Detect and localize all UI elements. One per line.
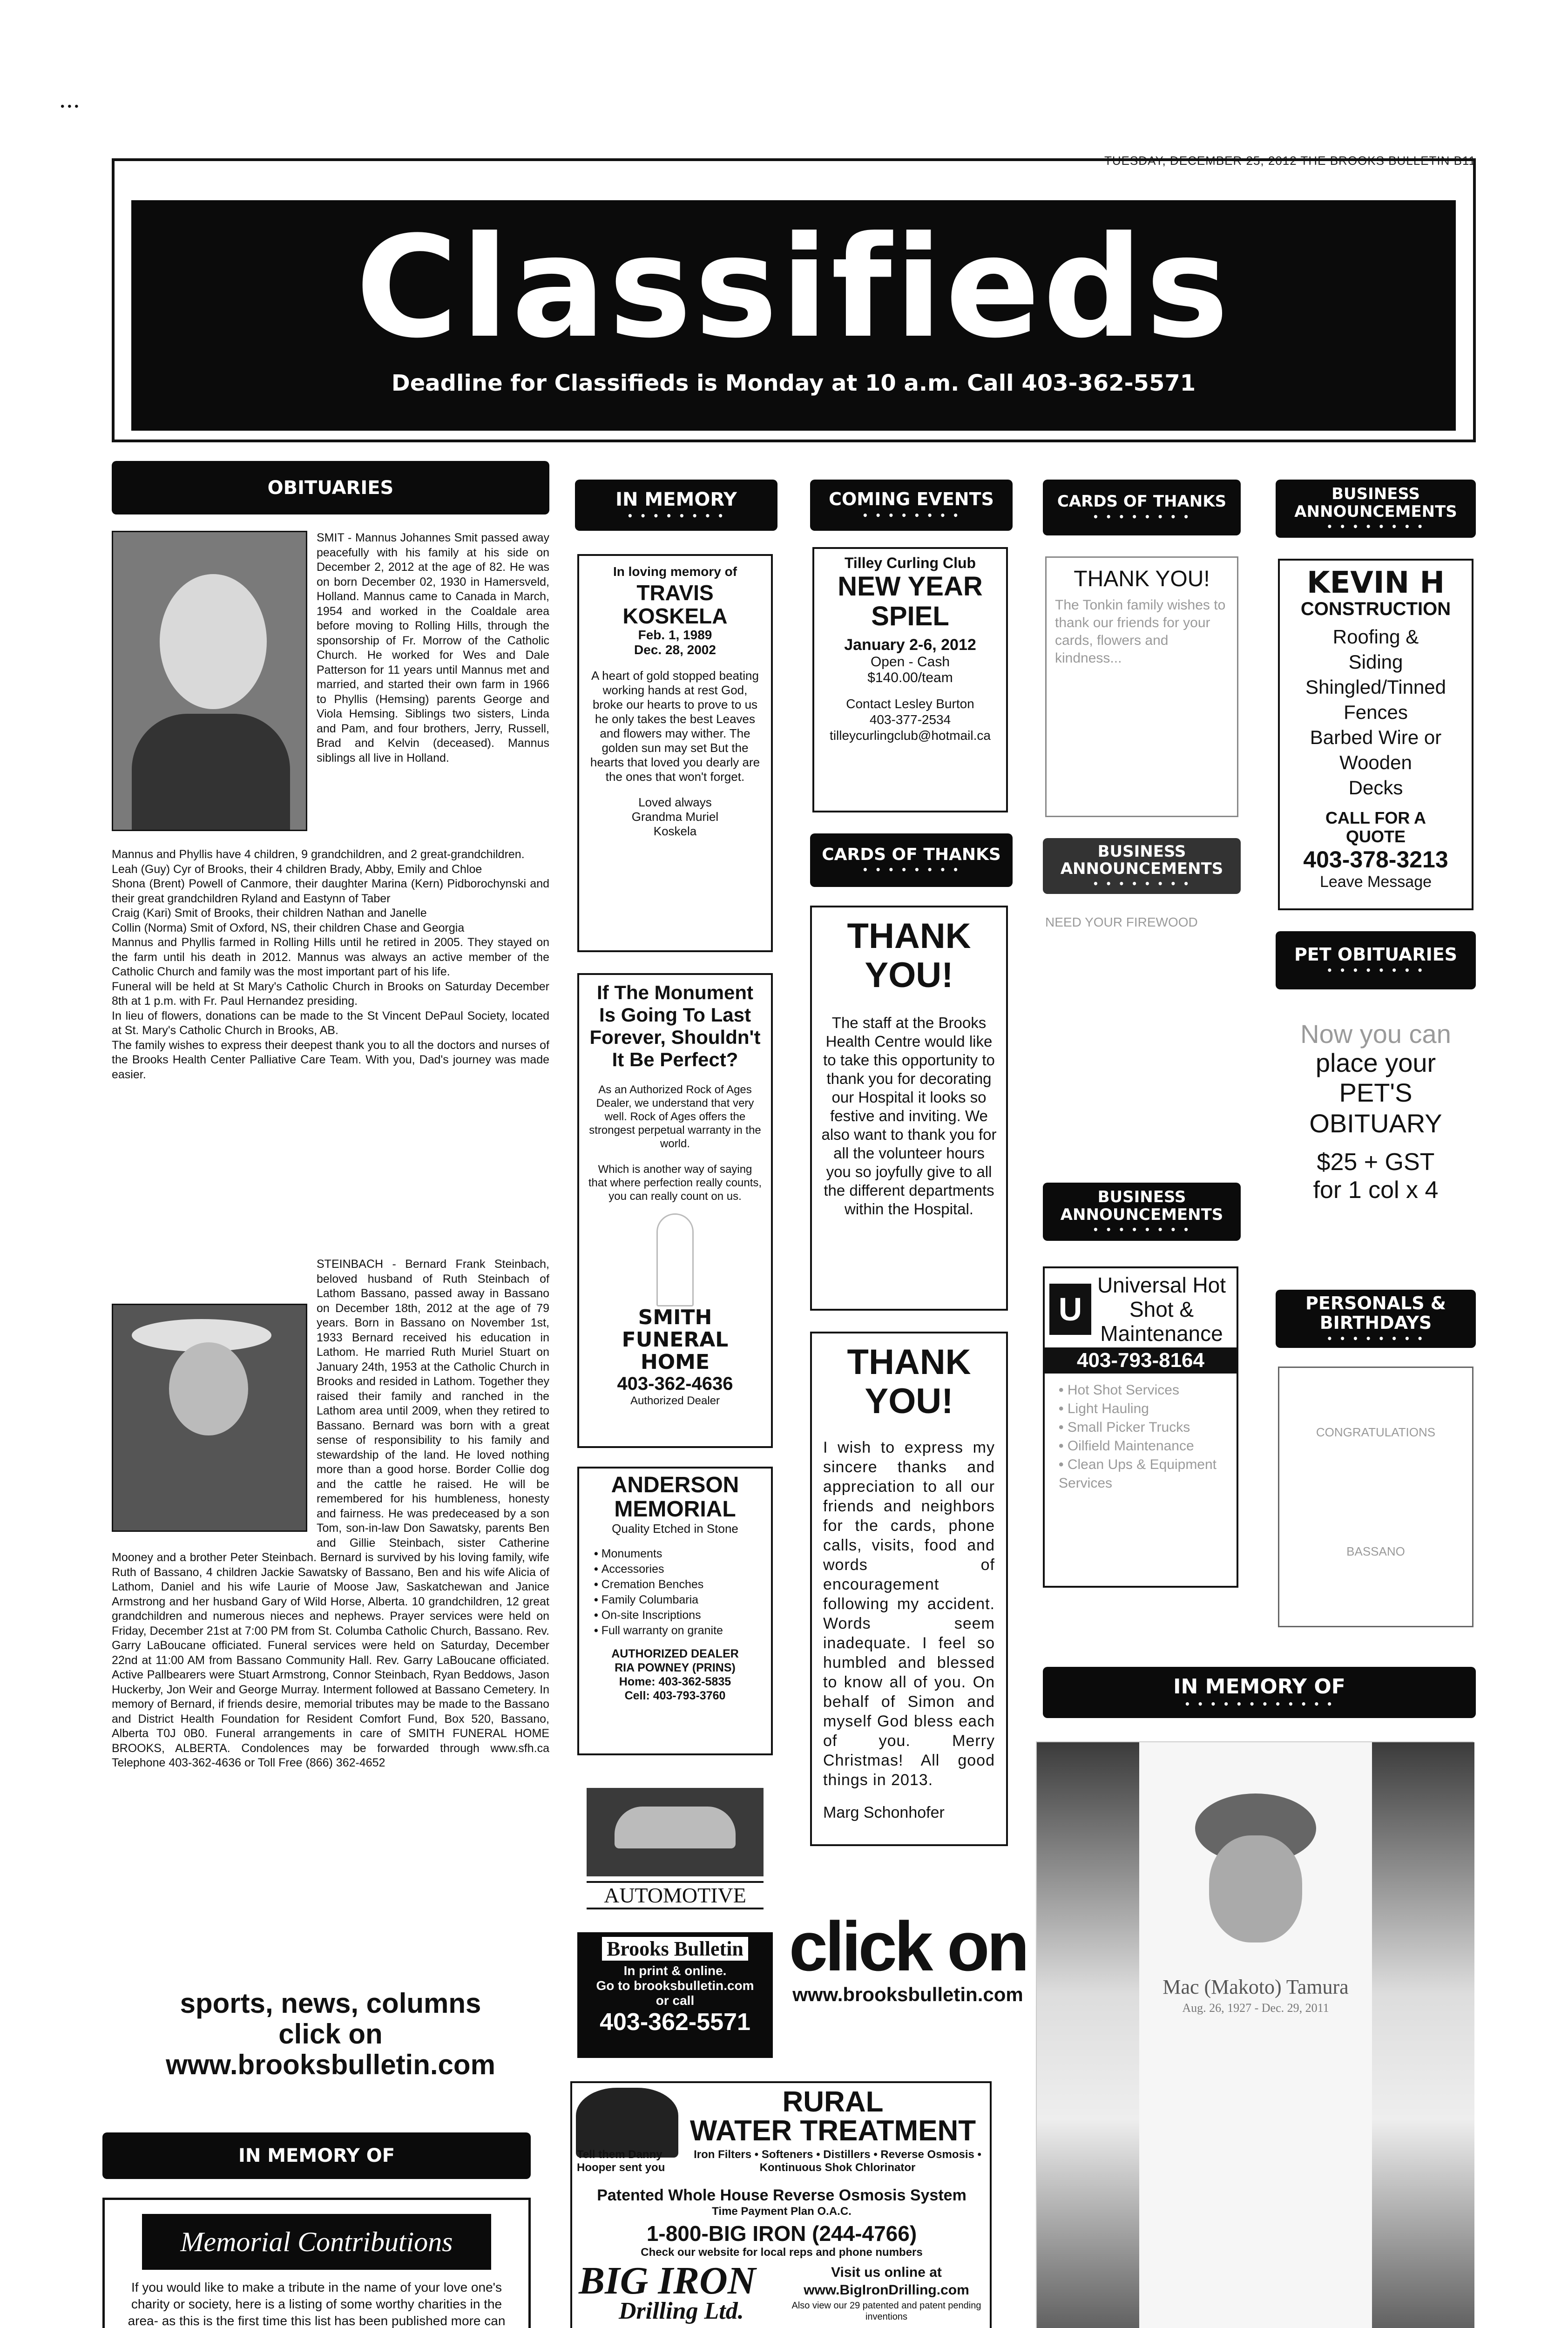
automotive-ad: [577, 1783, 773, 1918]
water-treatment-ad: [570, 2081, 992, 2328]
thanks-title: THANK YOU!: [847, 1342, 971, 1421]
memorial-title: Memorial Contributions: [142, 2214, 491, 2270]
service-item: • Clean Ups & Equipment Services: [1059, 1455, 1232, 1493]
page-header: TUESDAY, DECEMBER 25, 2012 THE BROOKS BULLETIN B11: [1104, 154, 1476, 168]
service-item: • Small Picker Trucks: [1059, 1418, 1232, 1437]
smit-paragraph: Funeral will be held at St Mary's Catholic Church in Brooks on Saturday December 8th at 1 p.m. with Fr. Paul Hernandez presiding.: [112, 980, 549, 1008]
service-item: Shingled/Tinned: [1305, 676, 1446, 698]
bulletin-phone[interactable]: 403-362-5571: [600, 2009, 750, 2036]
click-on-text: click on: [789, 1907, 1027, 1985]
event-club: Tilley Curling Club: [844, 555, 976, 571]
kevin-phone[interactable]: 403-378-3213: [1303, 846, 1448, 873]
automotive-label: AUTOMOTIVE: [587, 1881, 764, 1909]
corner-marks: • • •: [61, 100, 79, 113]
click-on-url[interactable]: www.brooksbulletin.com: [792, 1983, 1023, 2005]
universal-logo-icon: U: [1049, 1284, 1091, 1335]
water-plan: Time Payment Plan O.A.C.: [712, 2205, 852, 2218]
universal-services: [1059, 1381, 1232, 1493]
pet-per: for 1 col x 4: [1313, 1177, 1439, 1204]
bulletin-ad: [577, 1932, 773, 2058]
event-open: Open - Cash: [870, 654, 950, 670]
personals-box: [1278, 1367, 1473, 1627]
anderson-tagline: Quality Etched in Stone: [612, 1522, 738, 1536]
smit-obituary-text: SMIT - Mannus Johannes Smit passed away peacefully with his family at his side on December 2, 2012 at the age of 82. He was on born December 02, 1930 in Hamersveld, Holland. Mannus came to Canada in March, 1954 and worked in the Coaldale area before moving to Rolling Hills, through the sponsorship of Fr. Morrow of the Catholic Church. He worked for Wes and Dale Patterson for 11 years until Mannus met and married, and started their own farm in 1966 to Phyllis (Hemsing) parents George and Viola Hemsing. Siblings two sisters, Linda and Pam, and four brothers, Jerry, Russell, Brad and Kelvin (deceased). Mannus siblings all live in Holland.: [317, 531, 549, 765]
thanks-title: THANK YOU!: [847, 916, 971, 995]
service-item: • Light Hauling: [1059, 1400, 1232, 1418]
pet-title: PET'S OBITUARY: [1309, 1078, 1442, 1138]
tamura-memorial: [1036, 1741, 1473, 2328]
bulletin-line: In print & online.: [623, 1963, 727, 1978]
thank-you-faded: [1045, 556, 1238, 817]
tab-business-announcements: BUSINESS ANNOUNCEMENTS • • • • • • • •: [1043, 838, 1241, 894]
service-item: Decks: [1348, 777, 1403, 799]
pet-obituary-ad: [1276, 1020, 1476, 1204]
anderson-dealer: AUTHORIZED DEALER: [611, 1647, 739, 1660]
service-item: Roofing &: [1332, 626, 1419, 648]
tab-cards-of-thanks: CARDS OF THANKS • • • • • • • •: [810, 833, 1013, 887]
monument-title: If The Monument Is Going To Last Forever, Shouldn't It Be Perfect?: [589, 981, 761, 1070]
personals-line: CONGRATULATIONS: [1316, 1425, 1436, 1439]
smit-paragraph: In lieu of flowers, donations can be made to the St Vincent DePaul Society, located at St. Mary's Catholic Church in Brooks, AB.: [112, 1009, 549, 1037]
travis-memorial-box: [577, 554, 773, 952]
event-dates: January 2-6, 2012: [844, 636, 976, 654]
click-on-ad: [787, 1909, 1029, 2006]
kevin-services: [1286, 624, 1465, 800]
anderson-home: Home: 403-362-5835: [619, 1675, 731, 1688]
steinbach-photo-spacer: [112, 1257, 317, 1536]
pet-line: Now you can: [1300, 1019, 1451, 1049]
kevin-sub: CONSTRUCTION: [1300, 599, 1451, 619]
monument-ad: [577, 973, 773, 1448]
service-item: • Accessories: [594, 1562, 761, 1577]
anderson-cell: Cell: 403-793-3760: [624, 1689, 726, 1702]
thanks-body: I wish to express my sincere thanks and appreciation to all our friends and neighbors for the cards, phone calls, visits, food and words of encouragement following my accident. Words seem inadequate. I feel so humbled and blessed to know all of you. On behalf of Simon and myself God bless each of you. Merry Christmas! All good things in 2013.: [823, 1439, 995, 1789]
service-item: Siding: [1348, 651, 1403, 673]
memorial-name: TRAVIS KOSKELA: [622, 581, 728, 628]
service-item: • Oilfield Maintenance: [1059, 1437, 1232, 1455]
anderson-title: ANDERSON MEMORIAL: [611, 1473, 739, 1522]
portrait-image: [1209, 1835, 1302, 1942]
service-item: • Full warranty on granite: [594, 1623, 761, 1638]
service-item: Wooden: [1339, 751, 1412, 773]
pet-line: place your: [1315, 1048, 1436, 1077]
smit-paragraph: Leah (Guy) Cyr of Brooks, their 4 children Brady, Abby, Emily and Chloe: [112, 862, 482, 876]
tab-obituaries: OBITUARIES: [112, 461, 549, 514]
banner-deadline: Deadline for Classifieds is Monday at 10 a.m. Call 403-362-5571: [391, 370, 1196, 396]
sports-ad: [112, 1988, 549, 2080]
anderson-rep: RIA POWNEY (PRINS): [615, 1661, 736, 1674]
classifieds-banner: [131, 200, 1456, 431]
tab-in-memory-of-2: IN MEMORY OF • • • • • • • • • • • •: [1043, 1667, 1476, 1718]
smit-paragraph: Shona (Brent) Powell of Canmore, their daughter Marina (Kern) Pidborochynski and their great grandchildren Ryland and Eastynn of Taber: [112, 877, 549, 905]
water-visit: Visit us online at: [831, 2265, 942, 2280]
service-item: • Family Columbaria: [594, 1592, 761, 1608]
memorial-intro: If you would like to make a tribute in the name of your love one's charity or society, here is a listing of some worthy charities in the area- as this is the first time this list has been published more can: [128, 2280, 506, 2328]
smit-paragraph: Collin (Norma) Smit of Oxford, NS, their children Chase and Georgia: [112, 921, 465, 934]
banner-title: Classifieds: [355, 206, 1232, 369]
service-item: • On-site Inscriptions: [594, 1608, 761, 1623]
memorial-poem: A heart of gold stopped beating working hands at rest God, broke our hearts to prove to us he only takes the best Leaves and flowers may wither. The golden sun may set But the hearts that loved you dearly are the ones that won't forget.: [590, 669, 760, 784]
service-item: • Hot Shot Services: [1059, 1381, 1232, 1400]
memorial-contributions-box: [102, 2198, 531, 2328]
water-url[interactable]: www.BigIronDrilling.com: [804, 2282, 969, 2298]
floral-border-left: [1037, 1742, 1139, 2328]
bulletin-logo: Brooks Bulletin: [602, 1937, 748, 1961]
water-phone[interactable]: 1-800-BIG IRON (244-4766): [646, 2221, 917, 2246]
tamura-dates: Aug. 26, 1927 - Dec. 29, 2011: [1182, 2001, 1329, 2015]
universal-name: Universal Hot Shot & Maintenance: [1097, 1273, 1226, 1346]
monument-p2: Which is another way of saying that where perfection really counts, you can really count on us.: [588, 1163, 762, 1203]
bulletin-line: Go to brooksbulletin.com: [596, 1978, 754, 1993]
water-title-2: WATER TREATMENT: [689, 2115, 976, 2147]
tab-business-announcements-3: BUSINESS ANNOUNCEMENTS • • • • • • • •: [1276, 480, 1476, 538]
coming-event-ad: [812, 547, 1008, 812]
cowboy-image: [576, 2088, 678, 2158]
bigiron-logo-sub: Drilling Ltd.: [619, 2298, 744, 2324]
water-patent: Patented Whole House Reverse Osmosis System: [597, 2186, 966, 2204]
universal-phone[interactable]: 403-793-8164: [1045, 1347, 1237, 1374]
thanks-title: THANK YOU!: [1074, 567, 1210, 591]
memorial-head: In loving memory of: [613, 564, 737, 579]
service-item: • Cremation Benches: [594, 1577, 761, 1592]
tamura-name: Mac (Makoto) Tamura: [1162, 1976, 1349, 1998]
sports-url[interactable]: www.brooksbulletin.com: [166, 2049, 495, 2080]
thank-you-schonhofer: [810, 1332, 1008, 1846]
memorial-signature: Loved always Grandma Muriel Koskela: [631, 795, 719, 838]
tab-coming-events: COMING EVENTS • • • • • • • •: [810, 480, 1013, 531]
anderson-memorial-ad: [577, 1467, 773, 1755]
monument-firm: SMITH FUNERAL HOME: [622, 1306, 729, 1374]
bigiron-logo: BIG IRON: [579, 2259, 756, 2302]
water-features: Iron Filters • Softeners • Distillers • Reverse Osmosis • Kontinuous Shok Chlorinator: [694, 2148, 981, 2174]
personals-line: BASSANO: [1346, 1544, 1405, 1558]
service-item: Barbed Wire or: [1310, 726, 1442, 748]
tab-in-memory: IN MEMORY • • • • • • • •: [575, 480, 777, 531]
sports-line: sports, news, columns: [180, 1988, 481, 2019]
tab-business-announcements-2: BUSINESS ANNOUNCEMENTS • • • • • • • •: [1043, 1183, 1241, 1241]
event-fee: $140.00/team: [867, 670, 953, 685]
kevin-leave: Leave Message: [1319, 873, 1432, 891]
kevin-name: KEVIN H: [1306, 566, 1445, 600]
water-also: Also view our 29 patented and patent pending inventions: [791, 2301, 981, 2322]
memorial-dates: Feb. 1, 1989 Dec. 28, 2002: [634, 628, 716, 657]
anderson-services: [594, 1546, 761, 1638]
thanks-body: The Tonkin family wishes to thank our friends for your cards, flowers and kindness...: [1055, 597, 1226, 666]
monument-phone: 403-362-4636: [617, 1374, 733, 1394]
monument-graphic: [656, 1213, 694, 1306]
smit-obituary-continued: [112, 847, 549, 1082]
water-check: Check our website for local reps and phone numbers: [641, 2246, 923, 2259]
thanks-signature: Marg Schonhofer: [823, 1804, 945, 1821]
tab-in-memory-of: IN MEMORY OF: [102, 2132, 531, 2179]
event-title: NEW YEAR SPIEL: [838, 571, 983, 631]
event-contact: Contact Lesley Burton 403-377-2534 tilleycurlingclub@hotmail.ca: [830, 697, 991, 743]
floral-border-right: [1372, 1742, 1474, 2328]
smit-paragraph: The family wishes to express their deepest thank you to all the doctors and nurses of the Brooks Health Center Palliative Care Team. With you, Dad's journey was made easier.: [112, 1038, 549, 1081]
bulletin-line: or call: [656, 1993, 695, 2008]
service-item: Fences: [1344, 701, 1408, 723]
water-title-1: RURAL: [782, 2086, 884, 2118]
tab-personals-birthdays: PERSONALS & BIRTHDAYS • • • • • • • •: [1276, 1290, 1476, 1348]
kevin-h-construction-ad: [1278, 559, 1473, 910]
kevin-call: CALL FOR A QUOTE: [1325, 808, 1426, 846]
thanks-body: The staff at the Brooks Health Centre would like to take this opportunity to thank you for decorating our Hospital it looks so festive and inviting. We also want to thank you for all the volunteer hours you so joyfully give to all the different departments within the Hospital.: [821, 1014, 997, 1218]
tab-cards-of-thanks-2: CARDS OF THANKS • • • • • • • •: [1043, 480, 1241, 535]
tab-pet-obituaries: PET OBITUARIES • • • • • • • •: [1276, 931, 1476, 989]
thank-you-hospital: [810, 906, 1008, 1311]
steinbach-obituary-text: STEINBACH - Bernard Frank Steinbach, beloved husband of Ruth Steinbach of Lathom Bassano, passed away in Bassano on December 18th, 2012 at the age of 79 years. Born in Bassano on November 1st, 1933 Bernard received his education in Lathom. He married Ruth Muriel Stuart on January 24th, 1953 at the Catholic Church in Brooks and resided in Lathom. Together they raised their family and ranched in the Lathom area until 2009, when they retired to Bassano. Bernard was born with a great sense of responsibility to his family and stewardship of the land. He loved nothing more than a good horse. Border Collie dog and the cattle he raised. He will be remembered for his humbleness, honesty and fairness. He was predeceased by a son Tom, son-in-law Don Sawatsky, parents Ben and Gillie Steinbach, sister Catherine Mooney and a brother Peter Steinbach. Bernard is survived by his loving family, wife Ruth of Bassano, 4 children Jackie Sawatsky of Bassano, Ben and his wife Alicia of Lathom, Daniel and his wife Laurie of Moose Jaw, Saskatchewan and Janice Armstrong and her husband Gary of Wild Horse, Alberta. 10 grandchildren, 12 great grandchildren and numerous nieces and nephews. Prayer services were held on Friday, December 21st at 7:00 PM from St. Columba Catholic Church, Bassano. Rev. Garry LaBoucane officiated. Funeral services were held on Saturday, December 22nd at 11:00 AM from Bassano Community Hall. Rev. Garry LaBoucane officiated. Active Pallbearers were Stuart Armstrong, Connor Steinbach, Ryan Beddows, Jason Huckerby, Jon Weir and George Murray. Interment followed at Bassano Cemetery. In memory of Bernard, if friends desire, memorial tributes may be made to the Bassano and District Health Foundation for Resident Comfort Fund, Box 520, Bassano, Alberta T0J 0B0. Funeral arrangements in care of SMITH FUNERAL HOME BROOKS, ALBERTA. Condolences may be forwarded through www.sfh.ca Telephone 403-362-4636 or Toll Free (866) 362-4652: [112, 1258, 549, 1769]
sports-click: click on: [278, 2018, 383, 2050]
smit-photo: [112, 531, 307, 831]
smit-paragraph: Craig (Kari) Smit of Brooks, their children Nathan and Janelle: [112, 907, 427, 920]
service-item: • Monuments: [594, 1546, 761, 1562]
monument-p1: As an Authorized Rock of Ages Dealer, we understand that very well. Rock of Ages offers the strongest perpetual warranty in the world.: [589, 1083, 761, 1150]
universal-hotshot-ad: [1043, 1266, 1238, 1588]
smit-paragraph: Mannus and Phyllis have 4 children, 9 grandchildren, and 2 great-grandchildren.: [112, 848, 525, 861]
firewood-ad: NEED YOUR FIREWOOD: [1045, 915, 1198, 929]
water-tell: Tell them Danny Hooper sent you: [577, 2148, 665, 2174]
monument-dealer: Authorized Dealer: [630, 1394, 720, 1407]
pet-price: $25 + GST: [1317, 1149, 1435, 1176]
smit-paragraph: Mannus and Phyllis farmed in Rolling Hills until he retired in 2005. They stayed on the farm until his death in 2012. Mannus was always an active member of the Catholic Church and family was the most important part of his life.: [112, 936, 549, 978]
